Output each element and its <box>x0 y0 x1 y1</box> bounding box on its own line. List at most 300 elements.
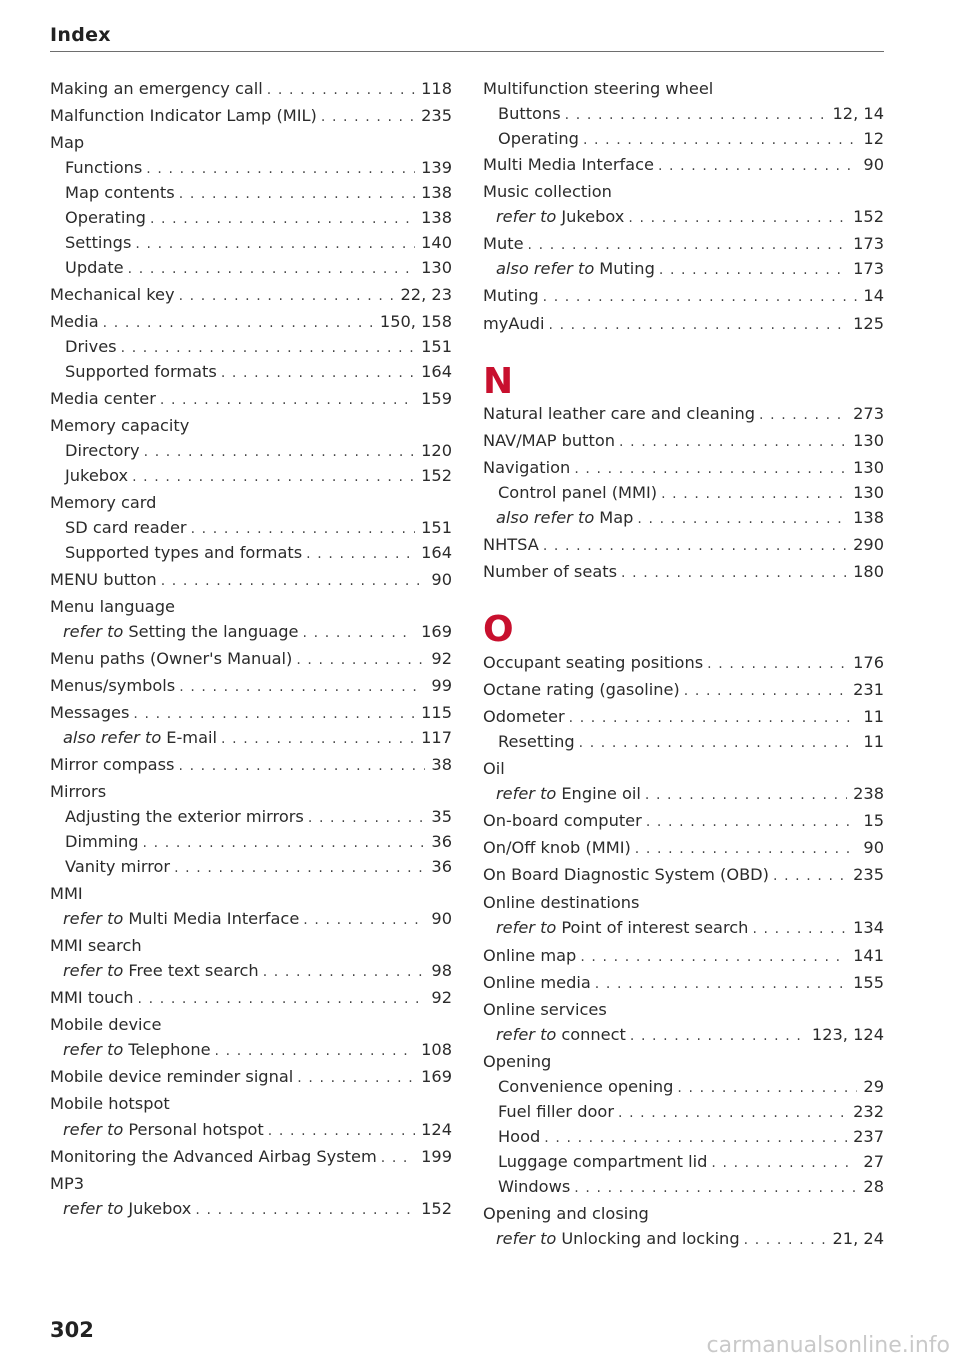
entry-label: Directory <box>65 441 140 460</box>
dot-leader <box>306 541 415 567</box>
index-subentry <box>50 829 452 855</box>
index-entry <box>483 997 884 1023</box>
index-subentry <box>50 205 452 231</box>
index-subentry <box>483 1022 884 1048</box>
entry-label: Online media <box>483 973 591 992</box>
index-entry <box>483 428 884 454</box>
entry-label: Online map <box>483 946 577 965</box>
entry-term <box>483 532 539 558</box>
index-entry <box>483 455 884 481</box>
entry-term <box>498 729 575 755</box>
entry-term <box>50 567 157 593</box>
dot-leader <box>658 153 857 179</box>
entry-term <box>496 204 624 230</box>
entry-term <box>498 126 579 152</box>
dot-leader <box>684 678 847 704</box>
entry-page-reference: 150, 158 <box>379 312 452 331</box>
entry-term <box>496 915 748 941</box>
entry-term <box>50 881 83 907</box>
index-subentry <box>50 438 452 464</box>
dot-leader <box>179 283 395 309</box>
entry-label: Convenience opening <box>498 1077 674 1096</box>
entry-term <box>483 1049 551 1075</box>
entry-label: Navigation <box>483 458 571 477</box>
index-subentry <box>483 1226 884 1252</box>
entry-label: Opening and closing <box>483 1204 649 1223</box>
index-entry <box>50 76 452 102</box>
index-subentry <box>483 1149 884 1175</box>
index-entry <box>50 309 452 335</box>
entry-term <box>50 490 156 516</box>
entry-label: Drives <box>65 337 117 356</box>
index-subentry <box>483 1174 884 1200</box>
dot-leader <box>178 753 425 779</box>
dot-leader <box>677 1075 857 1101</box>
entry-page-reference: 22, 23 <box>400 285 452 304</box>
entry-term <box>65 255 124 281</box>
index-entry <box>50 103 452 129</box>
entry-label: Luggage compartment lid <box>498 1152 708 1171</box>
dot-leader <box>645 782 847 808</box>
cross-reference-prefix: refer to <box>496 918 557 937</box>
index-entry <box>483 532 884 558</box>
cross-reference-prefix: also refer to <box>496 508 595 527</box>
entry-term <box>498 1174 570 1200</box>
entry-term <box>63 1037 211 1063</box>
entry-term <box>496 505 633 531</box>
index-subentry <box>483 729 884 755</box>
dot-leader <box>711 1150 857 1176</box>
entry-label: Functions <box>65 158 143 177</box>
entry-term <box>65 438 140 464</box>
entry-page-reference: 173 <box>853 259 884 278</box>
page-header-title: Index <box>50 24 111 46</box>
dot-leader <box>583 127 857 153</box>
entry-term <box>65 515 187 541</box>
cross-reference-prefix: refer to <box>496 784 557 803</box>
index-entry <box>483 835 884 861</box>
entry-term <box>483 455 570 481</box>
entry-label: On/Off knob (MMI) <box>483 838 631 857</box>
dot-leader <box>595 971 847 997</box>
entry-page-reference: 151 <box>421 518 452 537</box>
entry-page-reference: 151 <box>421 337 452 356</box>
entry-label: Odometer <box>483 707 565 726</box>
entry-label: Menu language <box>50 597 175 616</box>
entry-label: Jukebox <box>128 1199 192 1218</box>
entry-term <box>50 1064 293 1090</box>
dot-leader <box>543 284 858 310</box>
entry-term <box>496 781 641 807</box>
entry-page-reference: 237 <box>853 1127 884 1146</box>
index-entry <box>483 283 884 309</box>
entry-label: SD card reader <box>65 518 187 537</box>
dot-leader <box>637 506 847 532</box>
index-entry <box>483 756 884 782</box>
dot-leader <box>160 387 415 413</box>
dot-leader <box>321 104 415 130</box>
index-entry <box>483 650 884 676</box>
dot-leader <box>133 701 415 727</box>
dot-leader <box>268 1118 415 1144</box>
index-subentry <box>483 1074 884 1100</box>
entry-page-reference: 29 <box>863 1077 884 1096</box>
index-subentry <box>483 505 884 531</box>
entry-page-reference: 15 <box>863 811 884 830</box>
entry-page-reference: 169 <box>421 622 452 641</box>
entry-label: Operating <box>498 129 579 148</box>
entry-page-reference: 14 <box>863 286 884 305</box>
cross-reference-prefix: refer to <box>63 909 124 928</box>
entry-term <box>498 1099 614 1125</box>
entry-page-reference: 164 <box>421 543 452 562</box>
entry-label: Music collection <box>483 182 612 201</box>
entry-term <box>483 152 654 178</box>
entry-page-reference: 12 <box>863 129 884 148</box>
entry-page-reference: 90 <box>431 909 452 928</box>
dot-leader <box>744 1227 827 1253</box>
entry-label: Multifunction steering wheel <box>483 79 714 98</box>
dot-leader <box>179 181 415 207</box>
entry-page-reference: 138 <box>421 183 452 202</box>
entry-page-reference: 90 <box>431 570 452 589</box>
index-subentry <box>483 781 884 807</box>
entry-page-reference: 92 <box>431 988 452 1007</box>
entry-label: Mobile hotspot <box>50 1094 170 1113</box>
entry-label: Mobile device reminder signal <box>50 1067 294 1086</box>
dot-leader <box>308 805 426 831</box>
entry-label: Memory capacity <box>50 416 190 435</box>
entry-term <box>483 970 591 996</box>
dot-leader <box>574 456 847 482</box>
dot-leader <box>628 205 847 231</box>
entry-page-reference: 108 <box>421 1040 452 1059</box>
index-entry <box>483 943 884 969</box>
entry-term <box>65 829 139 855</box>
index-entry <box>483 179 884 205</box>
entry-term <box>63 906 299 932</box>
dot-leader <box>161 568 426 594</box>
cross-reference-prefix: refer to <box>63 1120 124 1139</box>
entry-page-reference: 140 <box>421 233 452 252</box>
entry-page-reference: 12, 14 <box>832 104 884 123</box>
dot-leader <box>752 916 847 942</box>
cross-reference-prefix: refer to <box>496 1229 557 1248</box>
entry-term <box>65 804 304 830</box>
cross-reference-prefix: refer to <box>63 622 124 641</box>
entry-label: Monitoring the Advanced Airbag System <box>50 1147 377 1166</box>
entry-label: Personal hotspot <box>128 1120 264 1139</box>
dot-leader <box>661 481 847 507</box>
entry-page-reference: 169 <box>421 1067 452 1086</box>
entry-term <box>483 311 544 337</box>
entry-page-reference: 290 <box>853 535 884 554</box>
dot-leader <box>143 830 426 856</box>
entry-term <box>63 725 217 751</box>
index-subentry <box>483 101 884 127</box>
section-letter: O <box>483 609 514 650</box>
entry-page-reference: 11 <box>863 707 884 726</box>
entry-label: Supported formats <box>65 362 217 381</box>
dot-leader <box>267 77 415 103</box>
entry-term <box>63 1196 191 1222</box>
index-entry <box>483 311 884 337</box>
entry-term <box>496 1226 740 1252</box>
index-entry <box>50 282 452 308</box>
dot-leader <box>297 1065 415 1091</box>
dot-leader <box>544 1125 847 1151</box>
entry-term <box>65 334 117 360</box>
entry-term <box>50 673 175 699</box>
entry-term <box>63 958 259 984</box>
entry-page-reference: 115 <box>421 703 452 722</box>
entry-label: Mechanical key <box>50 285 175 304</box>
index-subentry <box>50 619 452 645</box>
dot-leader <box>565 102 827 128</box>
dot-leader <box>528 232 848 258</box>
cross-reference-prefix: also refer to <box>496 259 595 278</box>
entry-term <box>498 1149 707 1175</box>
entry-page-reference: 118 <box>421 79 452 98</box>
index-subentry <box>50 1117 452 1143</box>
entry-page-reference: 173 <box>853 234 884 253</box>
index-subentry <box>50 958 452 984</box>
index-entry <box>50 1012 452 1038</box>
dot-leader <box>296 647 425 673</box>
entry-label: myAudi <box>483 314 545 333</box>
entry-label: Multi Media Interface <box>128 909 300 928</box>
entry-label: Windows <box>498 1177 571 1196</box>
entry-page-reference: 130 <box>853 431 884 450</box>
entry-page-reference: 164 <box>421 362 452 381</box>
index-subentry <box>50 854 452 880</box>
entry-label: Occupant seating positions <box>483 653 704 672</box>
dot-leader <box>303 907 425 933</box>
entry-label: MMI search <box>50 936 142 955</box>
index-entry <box>50 594 452 620</box>
entry-label: Fuel filler door <box>498 1102 614 1121</box>
dot-leader <box>707 651 847 677</box>
index-entry <box>483 862 884 888</box>
index-subentry <box>50 334 452 360</box>
entry-term <box>483 943 576 969</box>
entry-page-reference: 38 <box>431 755 452 774</box>
dot-leader <box>759 402 847 428</box>
index-subentry <box>483 204 884 230</box>
entry-page-reference: 273 <box>853 404 884 423</box>
index-entry <box>483 677 884 703</box>
entry-term <box>50 309 99 335</box>
entry-label: connect <box>561 1025 626 1044</box>
entry-term <box>498 1074 673 1100</box>
index-subentry <box>50 230 452 256</box>
entry-label: Messages <box>50 703 130 722</box>
entry-page-reference: 123, 124 <box>811 1025 884 1044</box>
entry-term <box>50 1171 84 1197</box>
entry-label: Supported types and formats <box>65 543 303 562</box>
entry-label: On Board Diagnostic System (OBD) <box>483 865 769 884</box>
entry-term <box>483 997 607 1023</box>
entry-label: Natural leather care and cleaning <box>483 404 755 423</box>
entry-page-reference: 124 <box>421 1120 452 1139</box>
entry-page-reference: 199 <box>421 1147 452 1166</box>
entry-label: Free text search <box>128 961 259 980</box>
index-subentry <box>50 1037 452 1063</box>
entry-label: Map <box>50 133 85 152</box>
index-entry <box>483 401 884 427</box>
entry-label: Point of interest search <box>561 918 749 937</box>
dot-leader <box>174 855 425 881</box>
entry-label: Menu paths (Owner's Manual) <box>50 649 293 668</box>
entry-term <box>65 180 175 206</box>
dot-leader <box>221 360 415 386</box>
index-entry <box>483 231 884 257</box>
entry-label: Memory card <box>50 493 157 512</box>
dot-leader <box>543 533 847 559</box>
entry-page-reference: 235 <box>853 865 884 884</box>
entry-term <box>50 594 175 620</box>
entry-term <box>50 282 175 308</box>
dot-leader <box>138 986 426 1012</box>
dot-leader <box>221 726 415 752</box>
entry-page-reference: 125 <box>853 314 884 333</box>
entry-label: Update <box>65 258 124 277</box>
index-entry <box>50 752 452 778</box>
entry-page-reference: 232 <box>853 1102 884 1121</box>
cross-reference-prefix: also refer to <box>63 728 162 747</box>
entry-term <box>65 205 146 231</box>
index-entry <box>483 1049 884 1075</box>
dot-leader <box>569 705 858 731</box>
entry-term <box>483 428 615 454</box>
entry-page-reference: 90 <box>863 155 884 174</box>
entry-term <box>65 540 302 566</box>
index-entry <box>50 567 452 593</box>
entry-label: Octane rating (gasoline) <box>483 680 680 699</box>
index-subentry <box>50 180 452 206</box>
entry-term <box>498 480 657 506</box>
dot-leader <box>580 944 847 970</box>
entry-label: MP3 <box>50 1174 85 1193</box>
dot-leader <box>659 257 847 283</box>
index-subentry <box>50 804 452 830</box>
index-subentry <box>50 906 452 932</box>
dot-leader <box>135 231 415 257</box>
index-subentry <box>50 255 452 281</box>
entry-term <box>50 76 263 102</box>
entry-page-reference: 120 <box>421 441 452 460</box>
entry-term <box>50 1091 170 1117</box>
entry-label: Jukebox <box>561 207 625 226</box>
index-entry <box>50 933 452 959</box>
entry-term <box>483 704 565 730</box>
entry-page-reference: 11 <box>863 732 884 751</box>
entry-label: Mirror compass <box>50 755 175 774</box>
entry-page-reference: 99 <box>431 676 452 695</box>
entry-term <box>496 256 655 282</box>
entry-label: Dimming <box>65 832 139 851</box>
entry-label: Media center <box>50 389 156 408</box>
entry-term <box>496 1022 626 1048</box>
entry-page-reference: 130 <box>421 258 452 277</box>
entry-label: Mirrors <box>50 782 107 801</box>
dot-leader <box>132 464 415 490</box>
entry-term <box>50 700 129 726</box>
dot-leader <box>146 156 415 182</box>
cross-reference-prefix: refer to <box>496 207 557 226</box>
entry-page-reference: 36 <box>431 832 452 851</box>
index-entry <box>483 704 884 730</box>
entry-label: Online services <box>483 1000 607 1019</box>
entry-label: Making an emergency call <box>50 79 263 98</box>
entry-term <box>65 854 170 880</box>
entry-label: Number of seats <box>483 562 618 581</box>
entry-page-reference: 152 <box>421 466 452 485</box>
cross-reference-prefix: refer to <box>496 1025 557 1044</box>
index-entry <box>50 386 452 412</box>
index-subentry <box>50 540 452 566</box>
entry-label: Resetting <box>498 732 575 751</box>
entry-term <box>65 230 131 256</box>
index-entry <box>50 1144 452 1170</box>
entry-term <box>498 1124 540 1150</box>
entry-term <box>50 985 134 1011</box>
entry-label: Settings <box>65 233 132 252</box>
cross-reference-prefix: refer to <box>63 961 124 980</box>
entry-page-reference: 36 <box>431 857 452 876</box>
dot-leader <box>195 1197 415 1223</box>
entry-page-reference: 28 <box>863 1177 884 1196</box>
entry-term <box>65 359 217 385</box>
index-subentry <box>50 515 452 541</box>
index-entry <box>50 881 452 907</box>
entry-page-reference: 35 <box>431 807 452 826</box>
index-entry <box>483 890 884 916</box>
entry-page-reference: 138 <box>853 508 884 527</box>
index-subentry <box>483 256 884 282</box>
index-entry <box>50 646 452 672</box>
entry-label: MMI touch <box>50 988 134 1007</box>
dot-leader <box>579 730 858 756</box>
entry-page-reference: 92 <box>431 649 452 668</box>
entry-page-reference: 90 <box>863 838 884 857</box>
entry-label: Online destinations <box>483 893 640 912</box>
entry-label: Control panel (MMI) <box>498 483 658 502</box>
entry-label: Media <box>50 312 99 331</box>
dot-leader <box>574 1175 857 1201</box>
entry-page-reference: 155 <box>853 973 884 992</box>
index-entry <box>50 1064 452 1090</box>
entry-term <box>483 808 642 834</box>
index-subentry <box>50 725 452 751</box>
entry-label: Mute <box>483 234 524 253</box>
entry-label: NHTSA <box>483 535 539 554</box>
entry-page-reference: 130 <box>853 458 884 477</box>
entry-page-reference: 130 <box>853 483 884 502</box>
entry-label: Mobile device <box>50 1015 162 1034</box>
entry-label: Oil <box>483 759 505 778</box>
entry-term <box>483 231 524 257</box>
cross-reference-prefix: refer to <box>63 1040 124 1059</box>
entry-label: Engine oil <box>561 784 641 803</box>
index-subentry <box>50 463 452 489</box>
entry-term <box>483 76 713 102</box>
index-subentry <box>483 1124 884 1150</box>
index-subentry <box>483 1099 884 1125</box>
entry-term <box>483 559 617 585</box>
entry-label: Malfunction Indicator Lamp (MIL) <box>50 106 317 125</box>
entry-page-reference: 134 <box>853 918 884 937</box>
